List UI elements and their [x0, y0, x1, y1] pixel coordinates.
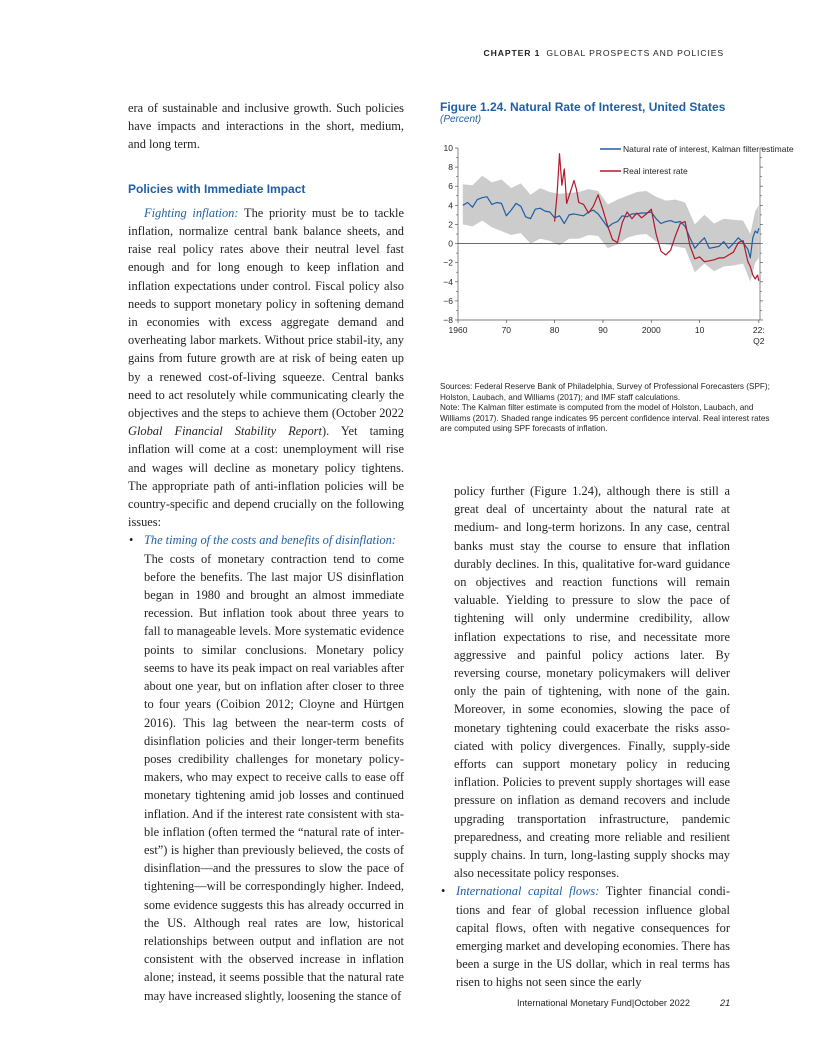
- figure-subtitle: (Percent): [440, 114, 482, 125]
- y-tick-label: 10: [443, 143, 453, 153]
- section-heading: Policies with Immediate Impact: [128, 181, 306, 196]
- x-tick-label: 2000: [641, 325, 661, 335]
- bullet-capital-flows-text: Tighter financial condi-tions and fear of global recession influence global capital flows, often with negative consequences for emerging market and developing economies. There has been a surge in the US dollar, which in real terms has risen to highs not seen since the early: [456, 884, 731, 990]
- bullet-timing-text: The costs of monetary contraction tend to come before the benefits. The last major US disinflation began in 1980 and brought an almost immediate recession. But inflation took about three years to fall to manageable levels. More systematic evidence points to similar conclusions. Monetary policy seems to have its peak impact on real variables after about one year, but on inflation after closer to three to four years (Coibion 2012; Cloyne and Hürtgen 2016). This lag between the near-term costs of disinflation policies and their longer-term benefits poses credibility challenges for monetary policy-makers, who may expect to receive calls to ease off monetary tightening amid job losses and continued inflation. And if the interest rate consistent with sta-ble inflation (often termed the “natural rate of inter-est”) is higher than previously believed, the costs of disinflation—and the pressures to slow the pace of tightening—will be correspondingly higher. Indeed, some evidence suggests this has already occurred in the US. Although real rates are low, historical relationships between output and inflation are not consistent with the observed increase in inflation alone; instead, it seems possible that the natural rate may have increased slightly, loosening the stance of: [144, 551, 404, 1003]
- y-tick-label: −8: [443, 315, 453, 325]
- footer-separator: |: [631, 998, 635, 1008]
- intro-paragraph: era of sustainable and inclusive growth. Such policies have impacts and interactions in the short, medium, and long term.: [128, 101, 404, 152]
- figure-sources: Sources: Federal Reserve Bank of Philadelphia, Survey of Professional Forecasters (SPF); Holston, Laubach, and Williams (2017); and IMF staff calculations.: [440, 382, 770, 402]
- figure-note: Note: The Kalman filter estimate is computed from the model of Holston, Laubach, and Williams (2017). Shaded range indicates 95 percent confidence interval. Real interest rates are computed using SPF forecasts of inflation.: [440, 403, 770, 434]
- legend-label-real: Real interest rate: [623, 166, 688, 176]
- y-tick-label: −4: [443, 276, 453, 287]
- gfsr-citation: Global Financial Stability Report: [128, 424, 322, 439]
- x-tick-label: 10: [694, 325, 705, 335]
- fighting-inflation-text-b: ). Yet taming inflation will come at a cost: unemployment will rise and wages will decline as monetary policy tightens. The appropriate path of anti-inflation policies will be country-specific and depend crucially on the following issues:: [128, 424, 404, 530]
- confidence-band-layer: [463, 176, 759, 282]
- x-tick-label: 70: [501, 325, 512, 335]
- bullet-capital-flows: [440, 882, 730, 991]
- figure-title: Figure 1.24. Natural Rate of Interest, United States: [440, 100, 726, 114]
- continuation-paragraph: policy further (Figure 1.24), although there is still a great deal of uncertainty about the natural rate at medium- and long-term horizons. In any case, central banks must stay the course to ensure that inflation durably declines. In this, qualitative for-ward guidance on objectives and reaction functions will remain valuable. Yielding to pressure to slow the pace of tightening will only undermine credibility, allow inflation expectations to rise, and necessitate more aggressive and painful policy actions later. By reversing course, monetary policymakers will deliver only the pain of tightening, with none of the gain. Moreover, in some economies, slowing the pace of monetary tightening could exacerbate the risks asso-ciated with policy divergences. Finally, supply-side efforts can support monetary policy in reducing inflation. Policies to prevent supply shortages will ease pressure on inflation as demand recovers and include upgrading transportation infrastructure, pandemic preparedness, and creating more reliable and resilient supply chains. In turn, long-lasting supply shocks may also necessitate policy responses.: [454, 484, 730, 881]
- running-header: [484, 48, 724, 58]
- right-column: [440, 482, 730, 992]
- fighting-inflation-text-a: The priority must be to tackle inflation, normalize central bank balance sheets, and raise real policy rates above their neutral level fast enough and for long enough to keep inflation and inflation expectations under control. Fiscal policy also needs to support monetary policy in softening demand in economies with excess aggregate demand and overheating labor markets. Without price stabil-ity, any gains from future growth are at risk of being eaten up by a renewed cost-of-living squeeze. Central banks need to act resolutely while communicating clearly the objectives and the steps to achieve them (October 2022: [128, 205, 404, 421]
- x-tick-label: 80: [549, 325, 560, 335]
- footer-date: October 2022: [634, 998, 690, 1008]
- y-tick-label: 2: [448, 219, 453, 230]
- y-tick-label: −2: [443, 257, 453, 268]
- y-tick-label: 0: [448, 238, 453, 249]
- y-tick-label: 4: [448, 200, 453, 211]
- y-tick-label: 6: [448, 181, 453, 192]
- left-column: [128, 99, 404, 1005]
- chapter-label: CHAPTER 1: [483, 48, 541, 58]
- x-tick-label: 90: [598, 325, 608, 335]
- page-number: 21: [720, 998, 731, 1008]
- footer-publisher: International Monetary Fund: [517, 998, 632, 1008]
- confidence-band: [463, 176, 759, 282]
- fighting-inflation-paragraph: [128, 204, 404, 532]
- fighting-inflation-lead: Fighting inflation:: [144, 205, 239, 220]
- legend: [600, 144, 794, 176]
- bullet-capital-flows-lead: International capital flows:: [456, 884, 600, 899]
- legend-label-natural: [623, 144, 794, 154]
- natural-rate-chart: [418, 136, 794, 372]
- bullet-timing-lead: • The timing of the costs and benefits of disinflation:: [128, 531, 404, 549]
- figure-notes: [440, 382, 770, 435]
- page-footer: [517, 998, 730, 1008]
- x-tick-label: 1960: [448, 325, 468, 335]
- x-tick-label: 22:: [752, 325, 765, 335]
- y-tick-label: 8: [448, 162, 453, 173]
- legend-label-natural-line1: Natural rate of interest, Kalman filter estimate: [623, 144, 794, 154]
- chapter-title: GLOBAL PROSPECTS AND POLICIES: [546, 48, 724, 58]
- x-tick-label: Q2: [753, 336, 765, 346]
- y-tick-label: −6: [443, 295, 453, 306]
